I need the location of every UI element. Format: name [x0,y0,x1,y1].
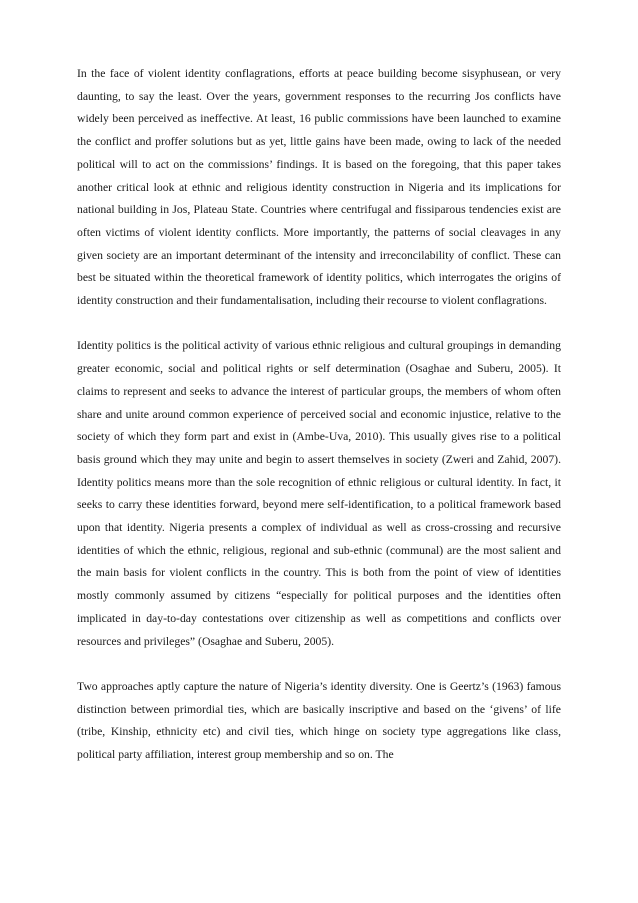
paragraph-identity-politics: Identity politics is the political activity of various ethnic religious and cultural groupings in demanding greater economic, social and political rights or self determination (Osaghae and Suberu, 2005). It claims to represent and seeks to advance the interest of particular groups, the members of whom often share and unite around common experience of perceived social and economic injustice, relative to the society of which they form part and exist in (Ambe-Uva, 2010). This usually gives rise to a political basis ground which they may unite and begin to assert themselves in society (Zweri and Zahid, 2007). Identity politics means more than the sole recognition of ethnic religious or cultural identity. In fact, it seeks to carry these identities forward, beyond mere self-identification, to a political framework based upon that identity. Nigeria presents a complex of individual as well as cross-crossing and recursive identities of which the ethnic, religious, regional and sub-ethnic (communal) are the most salient and the main basis for violent conflicts in the country. This is both from the point of view of identities mostly commonly assumed by citizens “especially for political purposes and the identities often implicated in day-to-day contestations over citizenship as well as competitions and conflicts over resources and privileges” (Osaghae and Suberu, 2005). [77,339,561,648]
paragraph-two-approaches: Two approaches aptly capture the nature of Nigeria’s identity diversity. One is Geertz’s (1963) famous distinction between primordial ties, which are basically inscriptive and based on the ‘givens’ of life (tribe, Kinship, ethnicity etc) and civil ties, which hinge on society type aggregations like class, political party affiliation, interest group membership and so on. The [77,679,561,762]
document-body [77,63,561,789]
paragraph-peace-building: In the face of violent identity conflagrations, efforts at peace building become sisyphusean, or very daunting, to say the least. Over the years, government responses to the recurring Jos conflicts have widely been perceived as ineffective. At least, 16 public commissions have been launched to examine the conflict and proffer solutions but as yet, little gains have been made, owing to lack of the needed political will to act on the commissions’ findings. It is based on the foregoing, that this paper takes another critical look at ethnic and religious identity construction in Nigeria and its implications for national building in Jos, Plateau State. Countries where centrifugal and fissiparous tendencies exist are often victims of violent identity conflicts. More importantly, the patterns of social cleavages in any given society are an important determinant of the intensity and irreconcilability of conflict. These can best be situated within the theoretical framework of identity politics, which interrogates the origins of identity construction and their fundamentalisation, including their recourse to violent conflagrations. [77,67,561,308]
